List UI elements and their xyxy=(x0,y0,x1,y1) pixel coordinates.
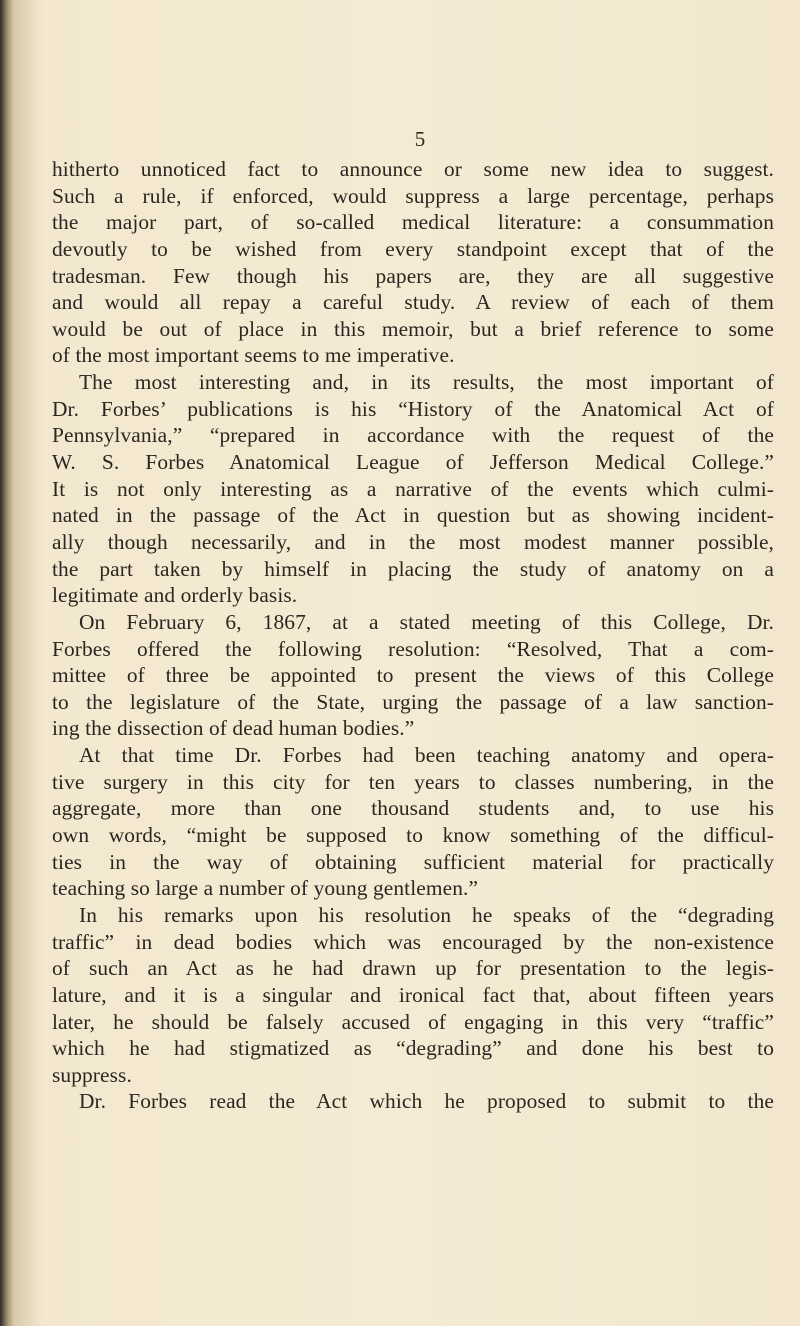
text-line: hitherto unnoticed fact to announce or some new idea to suggest. xyxy=(52,157,774,181)
text-line: Forbes offered the following resolution: “Resolved, That a com- xyxy=(52,636,774,661)
text-line: In his remarks upon his resolution he speaks of the “degrading xyxy=(79,902,774,927)
text-line: ing the dissection of dead human bodies.” xyxy=(52,716,415,741)
text-line: to the legislature of the State, urging the passage of a law sanction- xyxy=(52,689,774,714)
text-line: lature, and it is a singular and ironical fact that, about fifteen years xyxy=(52,982,774,1007)
text-line: of the most important seems to me imperative. xyxy=(52,343,455,368)
text-line: tive surgery in this city for ten years to classes numbering, in the xyxy=(52,769,774,794)
text-line: tradesman. Few though his papers are, they are all suggestive xyxy=(52,263,774,288)
text-line: Dr. Forbes read the Act which he proposed to submit to the xyxy=(79,1089,774,1114)
text-line: legitimate and orderly basis. xyxy=(52,583,298,608)
body-text xyxy=(52,156,774,1115)
text-line: suppress. xyxy=(52,1062,132,1087)
text-line: On February 6, 1867, at a stated meeting of this College, Dr. xyxy=(79,609,774,634)
text-line: the major part, of so-called medical literature: a consummation xyxy=(52,210,774,235)
text-line: own words, “might be supposed to know something of the difficul- xyxy=(52,823,774,848)
text-line: later, he should be falsely accused of engaging in this very “traffic” xyxy=(52,1009,774,1034)
text-line: At that time Dr. Forbes had been teaching anatomy and opera- xyxy=(79,743,774,768)
text-line: It is not only interesting as a narrative of the events which culmi- xyxy=(52,476,774,501)
text-line: W. S. Forbes Anatomical League of Jefferson Medical College.” xyxy=(52,450,774,475)
text-line: teaching so large a number of young gentlemen.” xyxy=(52,876,479,901)
text-line: the part taken by himself in placing the study of anatomy on a xyxy=(52,556,774,581)
book-binding-edge xyxy=(0,0,14,1326)
text-line: mittee of three be appointed to present the views of this College xyxy=(52,663,774,688)
text-line: traffic” in dead bodies which was encouraged by the non-existence xyxy=(52,929,774,954)
text-line: aggregate, more than one thousand students and, to use his xyxy=(52,796,774,821)
text-line: devoutly to be wished from every standpoint except that of the xyxy=(52,236,774,261)
text-line: would be out of place in this memoir, but a brief reference to some xyxy=(52,316,774,341)
text-line: The most interesting and, in its results, the most important of xyxy=(79,370,774,395)
gutter-shadow xyxy=(14,0,44,1326)
text-line: and would all repay a careful study. A review of each of them xyxy=(52,290,774,315)
text-line: which he had stigmatized as “degrading” and done his best to xyxy=(52,1036,774,1061)
text-line: Dr. Forbes’ publications is his “History of the Anatomical Act of xyxy=(52,396,774,421)
text-line: Pennsylvania,” “prepared in accordance with the request of the xyxy=(52,423,774,448)
text-line: ally though necessarily, and in the most modest manner possible, xyxy=(52,529,774,554)
text-line: of such an Act as he had drawn up for presentation to the legis- xyxy=(52,956,774,981)
text-line: ties in the way of obtaining sufficient material for practically xyxy=(52,849,774,874)
text-line: nated in the passage of the Act in question but as showing incident- xyxy=(52,503,774,528)
text-line: Such a rule, if enforced, would suppress a large percentage, perhaps xyxy=(52,183,774,208)
page-number: 5 xyxy=(414,127,426,151)
